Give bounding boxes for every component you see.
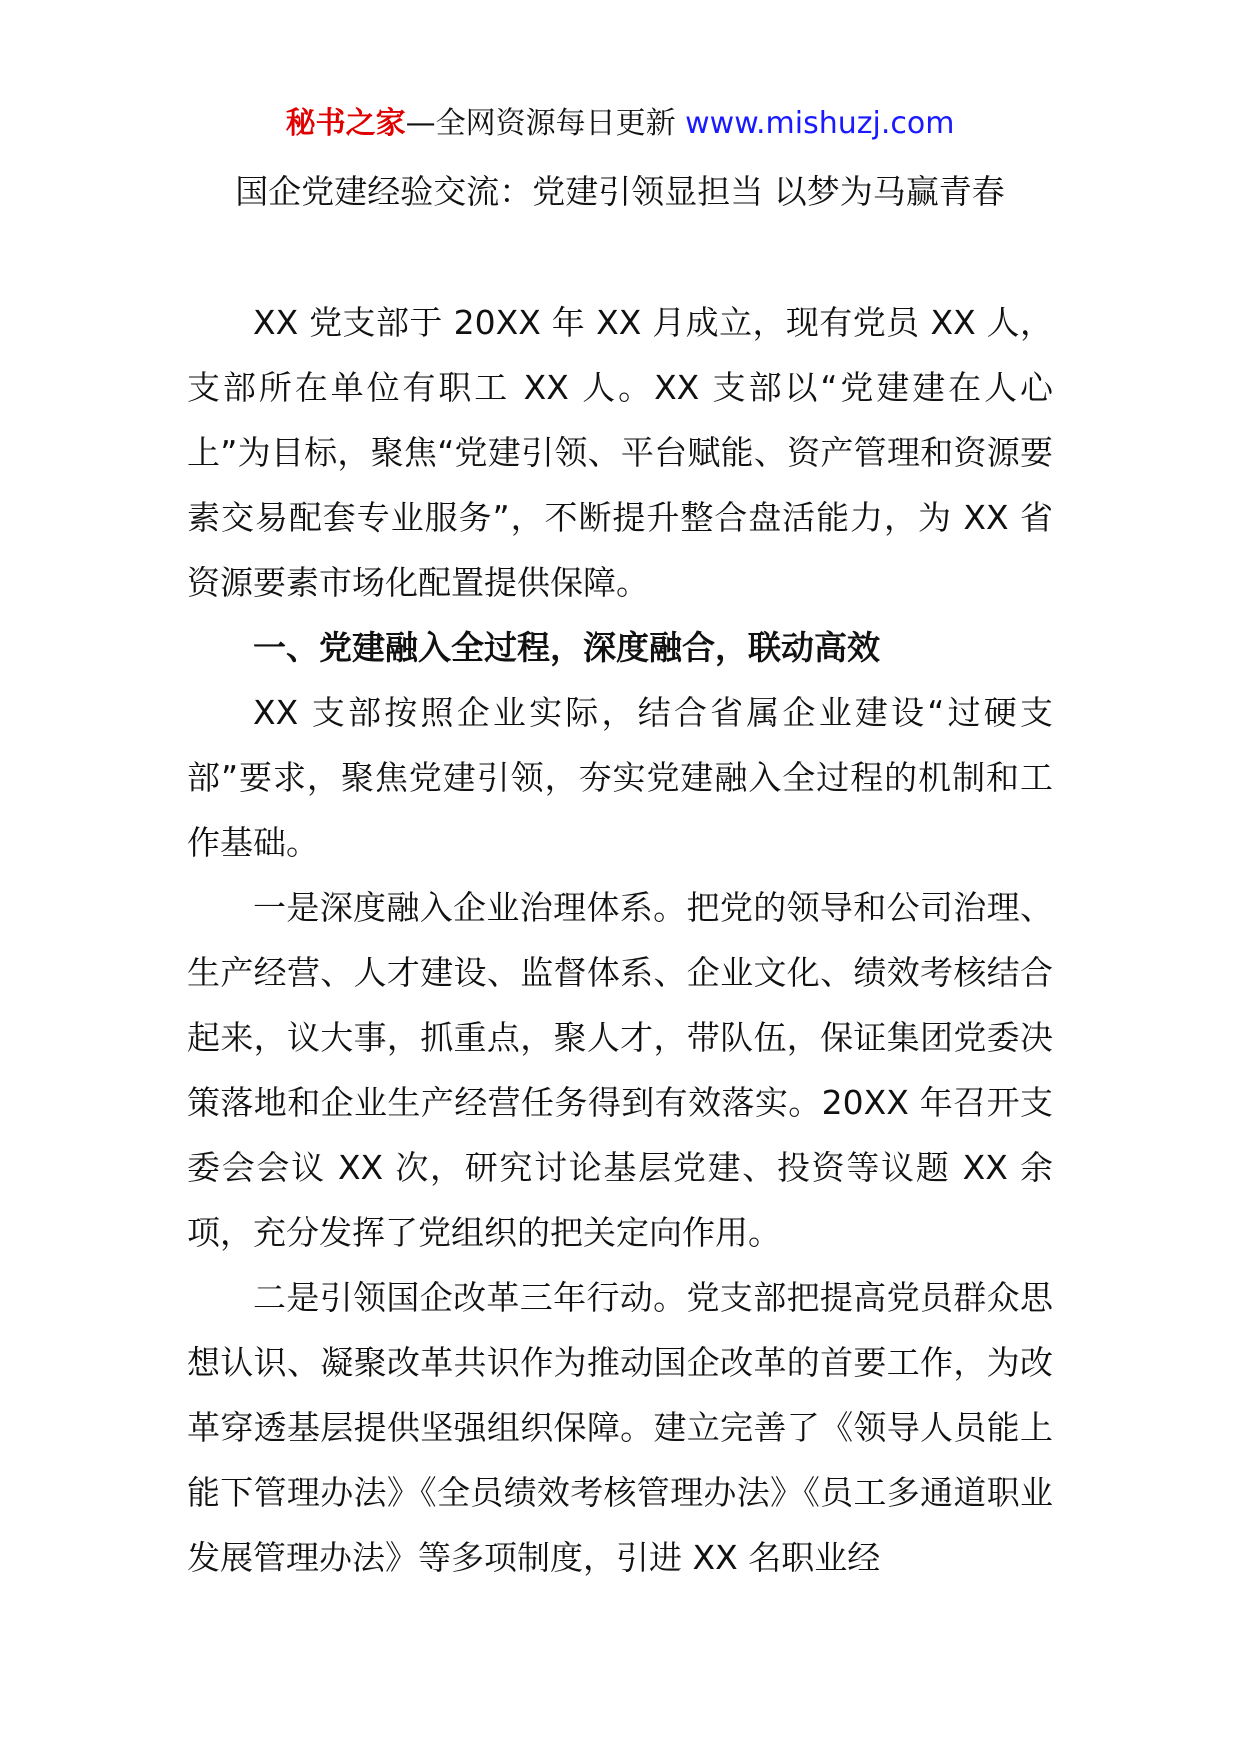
paragraph-governance: 一是深度融入企业治理体系。把党的领导和公司治理、生产经营、人才建设、监督体系、企业文化、绩效考核结合起来，议大事，抓重点，聚人才，带队伍，保证集团党委决策落地和企业生产经营任务得到有效落实。20XX 年召开支委会会议 XX 次，研究讨论基层党建、投资等议题 XX 余项，充分发挥了党组织的把关定向作用。 [187,888,1053,1252]
document-body [187,290,1053,1590]
paragraph-intro: XX 党支部于 20XX 年 XX 月成立，现有党员 XX 人，支部所在单位有职工 XX 人。XX 支部以“党建建在人心上”为目标，聚焦“党建引领、平台赋能、资产管理和资源要素交易配套专业服务”，不断提升整合盘活能力，为 XX 省资源要素市场化配置提供保障。 [187,303,1053,602]
brand-name: 秘书之家 [285,106,406,141]
site-header [0,104,1240,144]
site-slogan: —全网资源每日更新 [405,106,686,141]
site-url-link[interactable]: www.mishuzj.com [685,106,955,141]
paragraph-section-1: XX 支部按照企业实际，结合省属企业建设“过硬支部”要求，聚焦党建引领，夯实党建融入全过程的机制和工作基础。 [187,693,1053,862]
section-heading-1: 一、党建融入全过程，深度融合，联动高效 [253,628,880,667]
document-title: 国企党建经验交流：党建引领显担当 以梦为马赢青春 [235,172,1005,211]
paragraph-reform: 二是引领国企改革三年行动。党支部把提高党员群众思想认识、凝聚改革共识作为推动国企改革的首要工作，为改革穿透基层提供坚强组织保障。建立完善了《领导人员能上能下管理办法》《全员绩效考核管理办法》《员工多通道职业发展管理办法》等多项制度，引进 XX 名职业经 [187,1278,1053,1577]
